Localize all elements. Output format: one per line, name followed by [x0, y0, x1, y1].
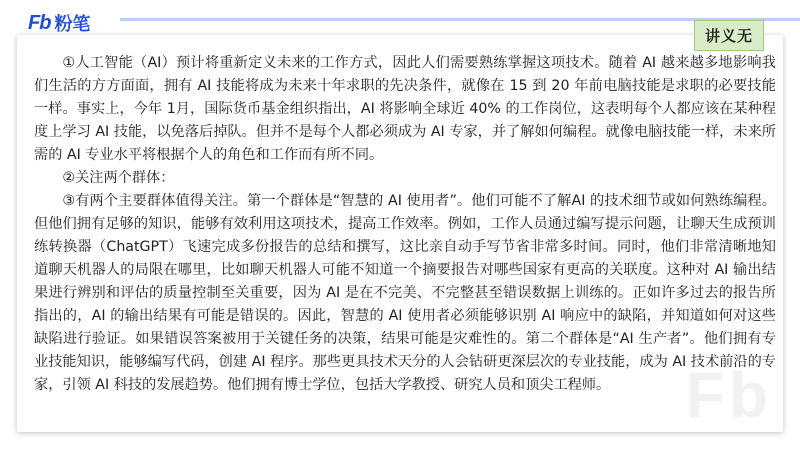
- brand-logo: [28, 10, 90, 36]
- section-badge: 讲义无: [694, 20, 764, 51]
- article-body: [34, 52, 776, 397]
- paragraph-1: ①人工智能（AI）预计将重新定义未来的工作方式，因此人们需要熟练掌握这项技术。随着 AI 越来越多地影响我们生活的方方面面，拥有 AI 技能将成为未来十年求职的先决条件，就像在 15 到 20 年前电脑技能是求职的必要技能一样。事实上，今年 1月，国际货币基金组织指出，AI 将影响全球近 40% 的工作岗位，这表明每个人都应该在某种程度上学习 AI 技能，以免落后掉队。但并不是每个人都必须成为 AI 专家，并了解如何编程。就像电脑技能一样，未来所需的 AI 专业水平将根据个人的角色和工作而有所不同。: [34, 55, 776, 163]
- logo-mark: Fb: [28, 11, 51, 34]
- watermark: Fb: [685, 359, 772, 431]
- paragraph-3: ③有两个主要群体值得关注。第一个群体是“智慧的 AI 使用者”。他们可能不了解AI 的技术细节或如何熟练编程。但他们拥有足够的知识，能够有效利用这项技术，提高工作效率。例如，工作人员通过编写提示问题，让聊天生成预训练转换器（ChatGPT）飞速完成多份报告的总结和撰写，这比亲自动手写节省非常多时间。同时，他们非常清晰地知道聊天机器人的局限在哪里，比如聊天机器人可能不知道一个摘要报告对哪些国家有更高的关联度。这种对 AI 输出结果进行辨别和评估的质量控制至关重要，因为 AI 是在不完美、不完整甚至错误数据上训练的。正如许多过去的报告所指出的，AI 的输出结果有可能是错误的。因此，智慧的 AI 使用者必须能够识别 AI 响应中的缺陷，并知道如何对这些缺陷进行验证。如果错误答案被用于关键任务的决策，结果可能是灾难性的。第二个群体是“AI 生产者”。他们拥有专业技能知识，能够编写代码，创建 AI 程序。那些更具技术天分的人会钻研更深层次的专业技能，成为 AI 技术前沿的专家，引领 AI 科技的发展趋势。他们拥有博士学位，包括大学教授、研究人员和顶尖工程师。: [34, 193, 776, 393]
- logo-text: 粉笔: [54, 14, 91, 35]
- paragraph-2: ②关注两个群体：: [62, 170, 175, 186]
